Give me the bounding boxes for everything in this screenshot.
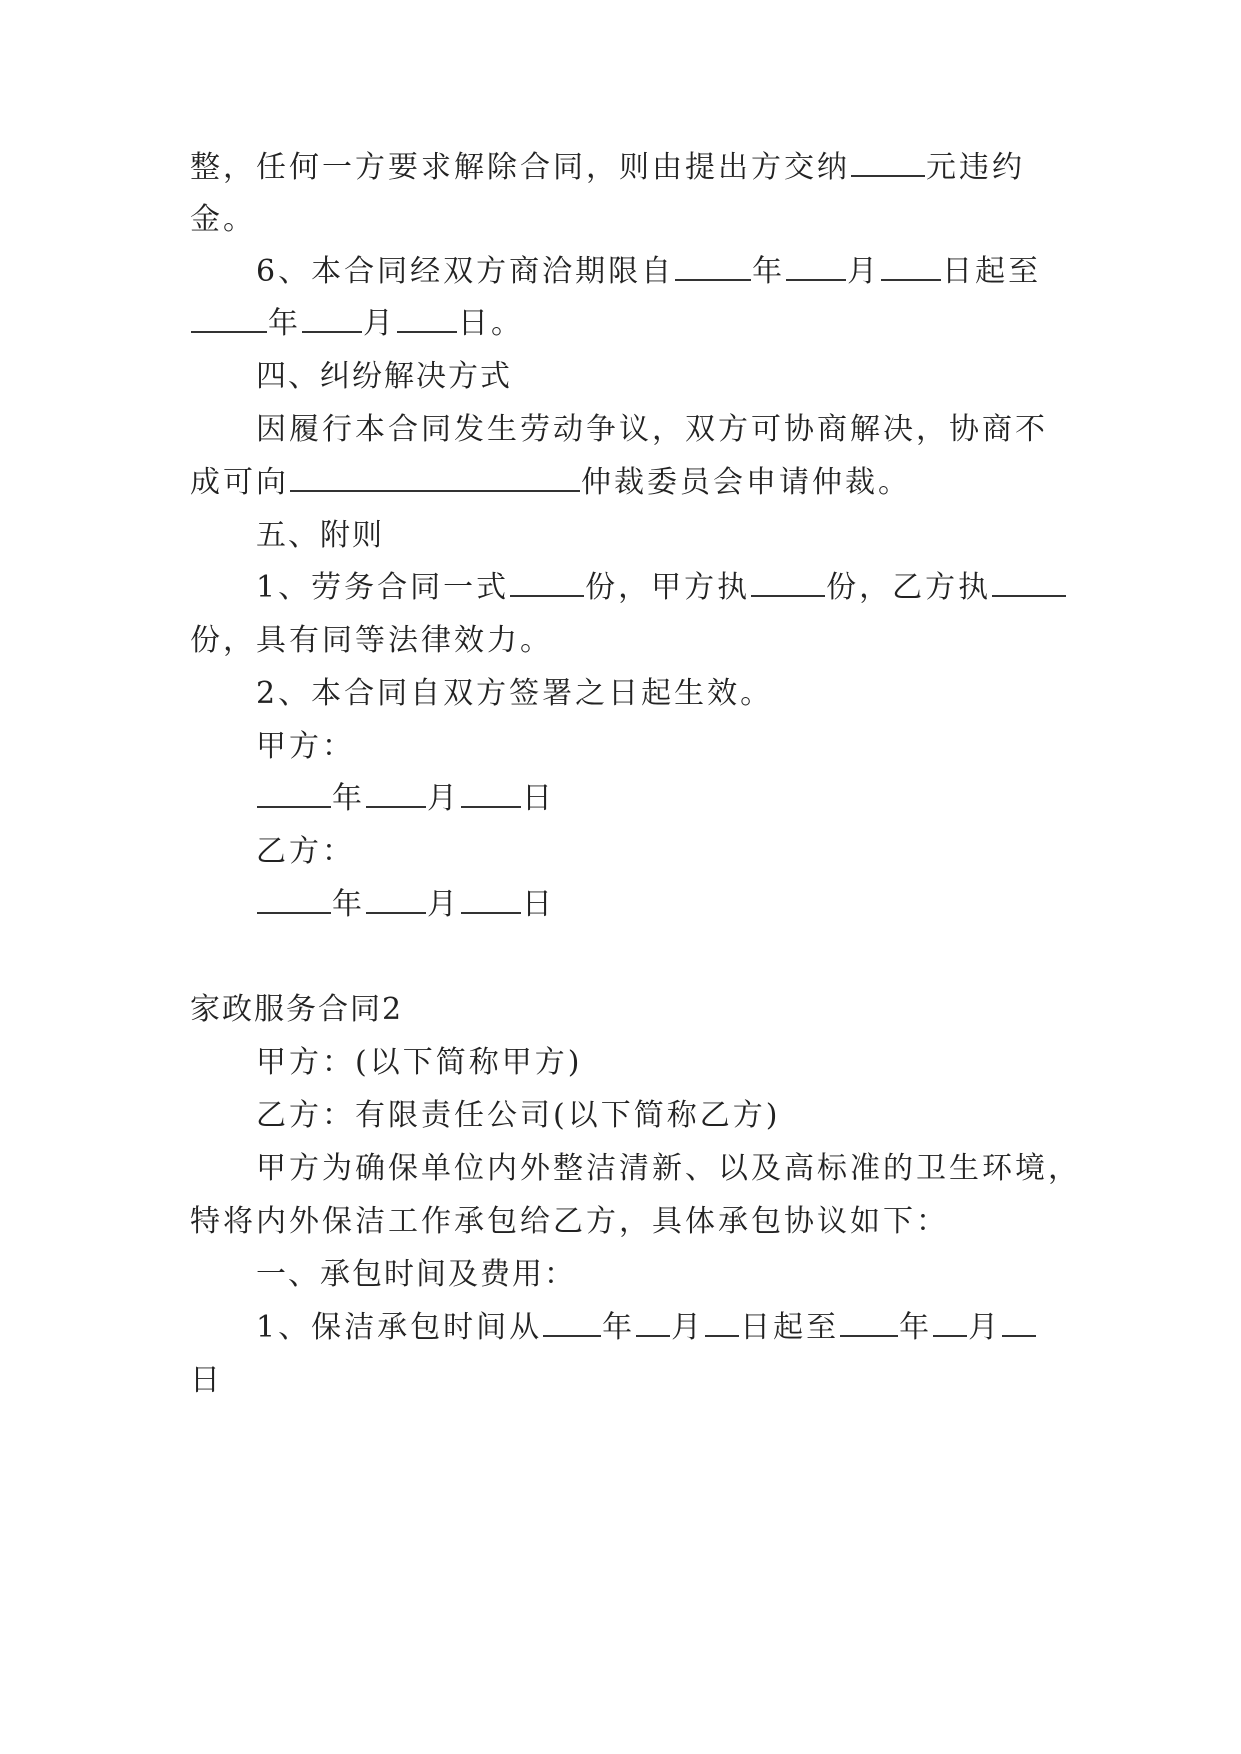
party-a-date bbox=[256, 779, 555, 819]
blank-field bbox=[992, 569, 1066, 597]
text-segment: 1、劳务合同一式 bbox=[256, 570, 510, 605]
section-heading-appendix: 五、附则 bbox=[256, 518, 384, 553]
text-segment: 年 bbox=[899, 1310, 933, 1345]
blank-field bbox=[933, 1309, 967, 1337]
contract-2-section-heading: 一、承包时间及费用： bbox=[256, 1257, 576, 1292]
para-effective: 2、本合同自双方签署之日起生效。 bbox=[256, 676, 774, 711]
text-segment: 月 bbox=[671, 1310, 705, 1345]
text-segment: 日 bbox=[522, 781, 555, 816]
blank-field bbox=[366, 886, 426, 914]
blank-field bbox=[881, 253, 941, 281]
para-copies-line1 bbox=[256, 568, 1067, 608]
para-term-line2 bbox=[190, 304, 524, 344]
text-segment: 年 bbox=[332, 781, 365, 816]
para-penalty-line1 bbox=[190, 148, 1025, 188]
text-segment: 6、本合同经双方商洽期限自 bbox=[256, 254, 675, 289]
blank-field bbox=[543, 1309, 601, 1337]
text-segment: 日起至 bbox=[740, 1310, 840, 1345]
contract-2-party-b: 乙方：有限责任公司(以下简称乙方) bbox=[256, 1098, 781, 1133]
blank-field bbox=[705, 1309, 739, 1337]
blank-field bbox=[751, 569, 825, 597]
text-segment: 成可向 bbox=[190, 465, 289, 500]
text-segment: 年 bbox=[602, 1310, 636, 1345]
blank-field bbox=[675, 253, 751, 281]
contract-2-title: 家政服务合同2 bbox=[190, 992, 404, 1027]
text-segment: 月 bbox=[427, 781, 460, 816]
text-segment: 月 bbox=[968, 1310, 1002, 1345]
text-segment: 年 bbox=[752, 254, 786, 289]
blank-field bbox=[397, 305, 457, 333]
party-b-date bbox=[256, 885, 555, 925]
blank-field bbox=[840, 1309, 898, 1337]
text-segment: 月 bbox=[847, 254, 881, 289]
text-segment: 日。 bbox=[458, 306, 524, 341]
contract-2-intro-line1: 甲方为确保单位内外整洁清新、以及高标准的卫生环境， bbox=[256, 1151, 1081, 1186]
contract-2-party-a: 甲方：(以下简称甲方) bbox=[256, 1045, 583, 1080]
section-heading-dispute: 四、纠纷解决方式 bbox=[256, 359, 512, 394]
blank-field bbox=[851, 149, 925, 177]
text-segment: 1、保洁承包时间从 bbox=[256, 1310, 543, 1345]
para-dispute-line2 bbox=[190, 463, 911, 503]
para-term-line1 bbox=[256, 252, 1041, 292]
text-segment: 元违约 bbox=[926, 150, 1025, 185]
text-segment: 年 bbox=[332, 887, 365, 922]
para-penalty-line2: 金。 bbox=[190, 202, 256, 237]
text-segment: 月 bbox=[427, 887, 460, 922]
text-segment: 整，任何一方要求解除合同，则由提出方交纳 bbox=[190, 150, 850, 185]
blank-field bbox=[1002, 1309, 1036, 1337]
blank-field bbox=[510, 569, 584, 597]
text-segment: 日起至 bbox=[942, 254, 1042, 289]
blank-field bbox=[257, 780, 331, 808]
text-segment: 年 bbox=[268, 306, 301, 341]
text-segment: 日 bbox=[522, 887, 555, 922]
blank-field bbox=[290, 464, 580, 492]
contract-2-intro-line2: 特将内外保洁工作承包给乙方，具体承包协议如下： bbox=[190, 1204, 949, 1239]
text-segment: 份，乙方执 bbox=[826, 570, 992, 605]
blank-field bbox=[786, 253, 846, 281]
text-segment: 仲裁委员会申请仲裁。 bbox=[581, 465, 911, 500]
blank-field bbox=[366, 780, 426, 808]
para-copies-line2: 份，具有同等法律效力。 bbox=[190, 623, 553, 658]
blank-field bbox=[257, 886, 331, 914]
para-dispute-line1: 因履行本合同发生劳动争议，双方可协商解决，协商不 bbox=[256, 412, 1048, 447]
party-b-label: 乙方： bbox=[256, 834, 355, 869]
blank-field bbox=[636, 1309, 670, 1337]
blank-field bbox=[302, 305, 362, 333]
blank-field bbox=[191, 305, 267, 333]
contract-2-term-line2: 日 bbox=[190, 1363, 223, 1398]
party-a-label: 甲方： bbox=[256, 729, 355, 764]
contract-2-term-line1 bbox=[256, 1308, 1037, 1348]
text-segment: 月 bbox=[363, 306, 396, 341]
blank-field bbox=[461, 780, 521, 808]
blank-field bbox=[461, 886, 521, 914]
text-segment: 份，甲方执 bbox=[585, 570, 751, 605]
